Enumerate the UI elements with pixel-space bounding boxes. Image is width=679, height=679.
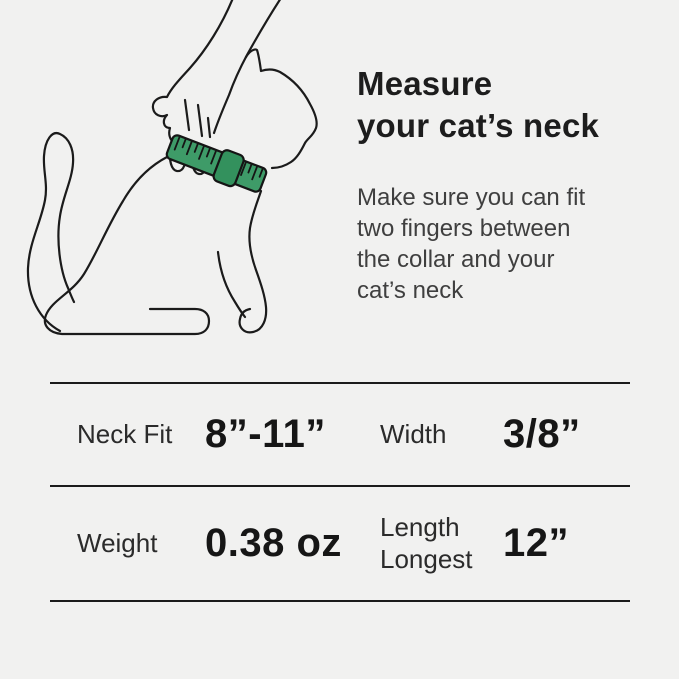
subtitle-line: two fingers between — [357, 215, 571, 242]
cat-head — [246, 49, 317, 168]
subtitle-line: the collar and your — [357, 246, 555, 273]
measuring-tape-band — [165, 134, 267, 193]
measuring-tape — [164, 130, 269, 197]
spec-value-neck-fit: 8”-11” — [205, 412, 326, 456]
spec-value-width: 3/8” — [503, 412, 581, 456]
spec-value-weight: 0.38 oz — [205, 521, 342, 565]
spec-label-neck-fit: Neck Fit — [77, 418, 173, 449]
subtitle-line: Make sure you can fit — [357, 184, 586, 211]
finger-lines — [185, 100, 210, 137]
subtitle-line: cat’s neck — [357, 277, 464, 304]
spec-label-weight: Weight — [77, 527, 158, 558]
spec-label-width: Width — [380, 418, 447, 449]
subtitle-text — [357, 182, 585, 306]
page-title-line: your cat’s neck — [357, 107, 600, 144]
spec-label-length-longest: Length Longest — [380, 512, 473, 574]
cat-thigh — [218, 252, 245, 317]
spec-value-length-longest: 12” — [503, 521, 569, 565]
table-row — [50, 487, 630, 602]
page-title-line: Measure — [357, 65, 493, 102]
table-row — [50, 384, 630, 487]
spec-table — [50, 382, 630, 602]
cat-outline — [28, 49, 317, 334]
page-title — [357, 63, 599, 147]
cat-front-leg — [240, 191, 267, 332]
cat-tail — [28, 133, 74, 331]
